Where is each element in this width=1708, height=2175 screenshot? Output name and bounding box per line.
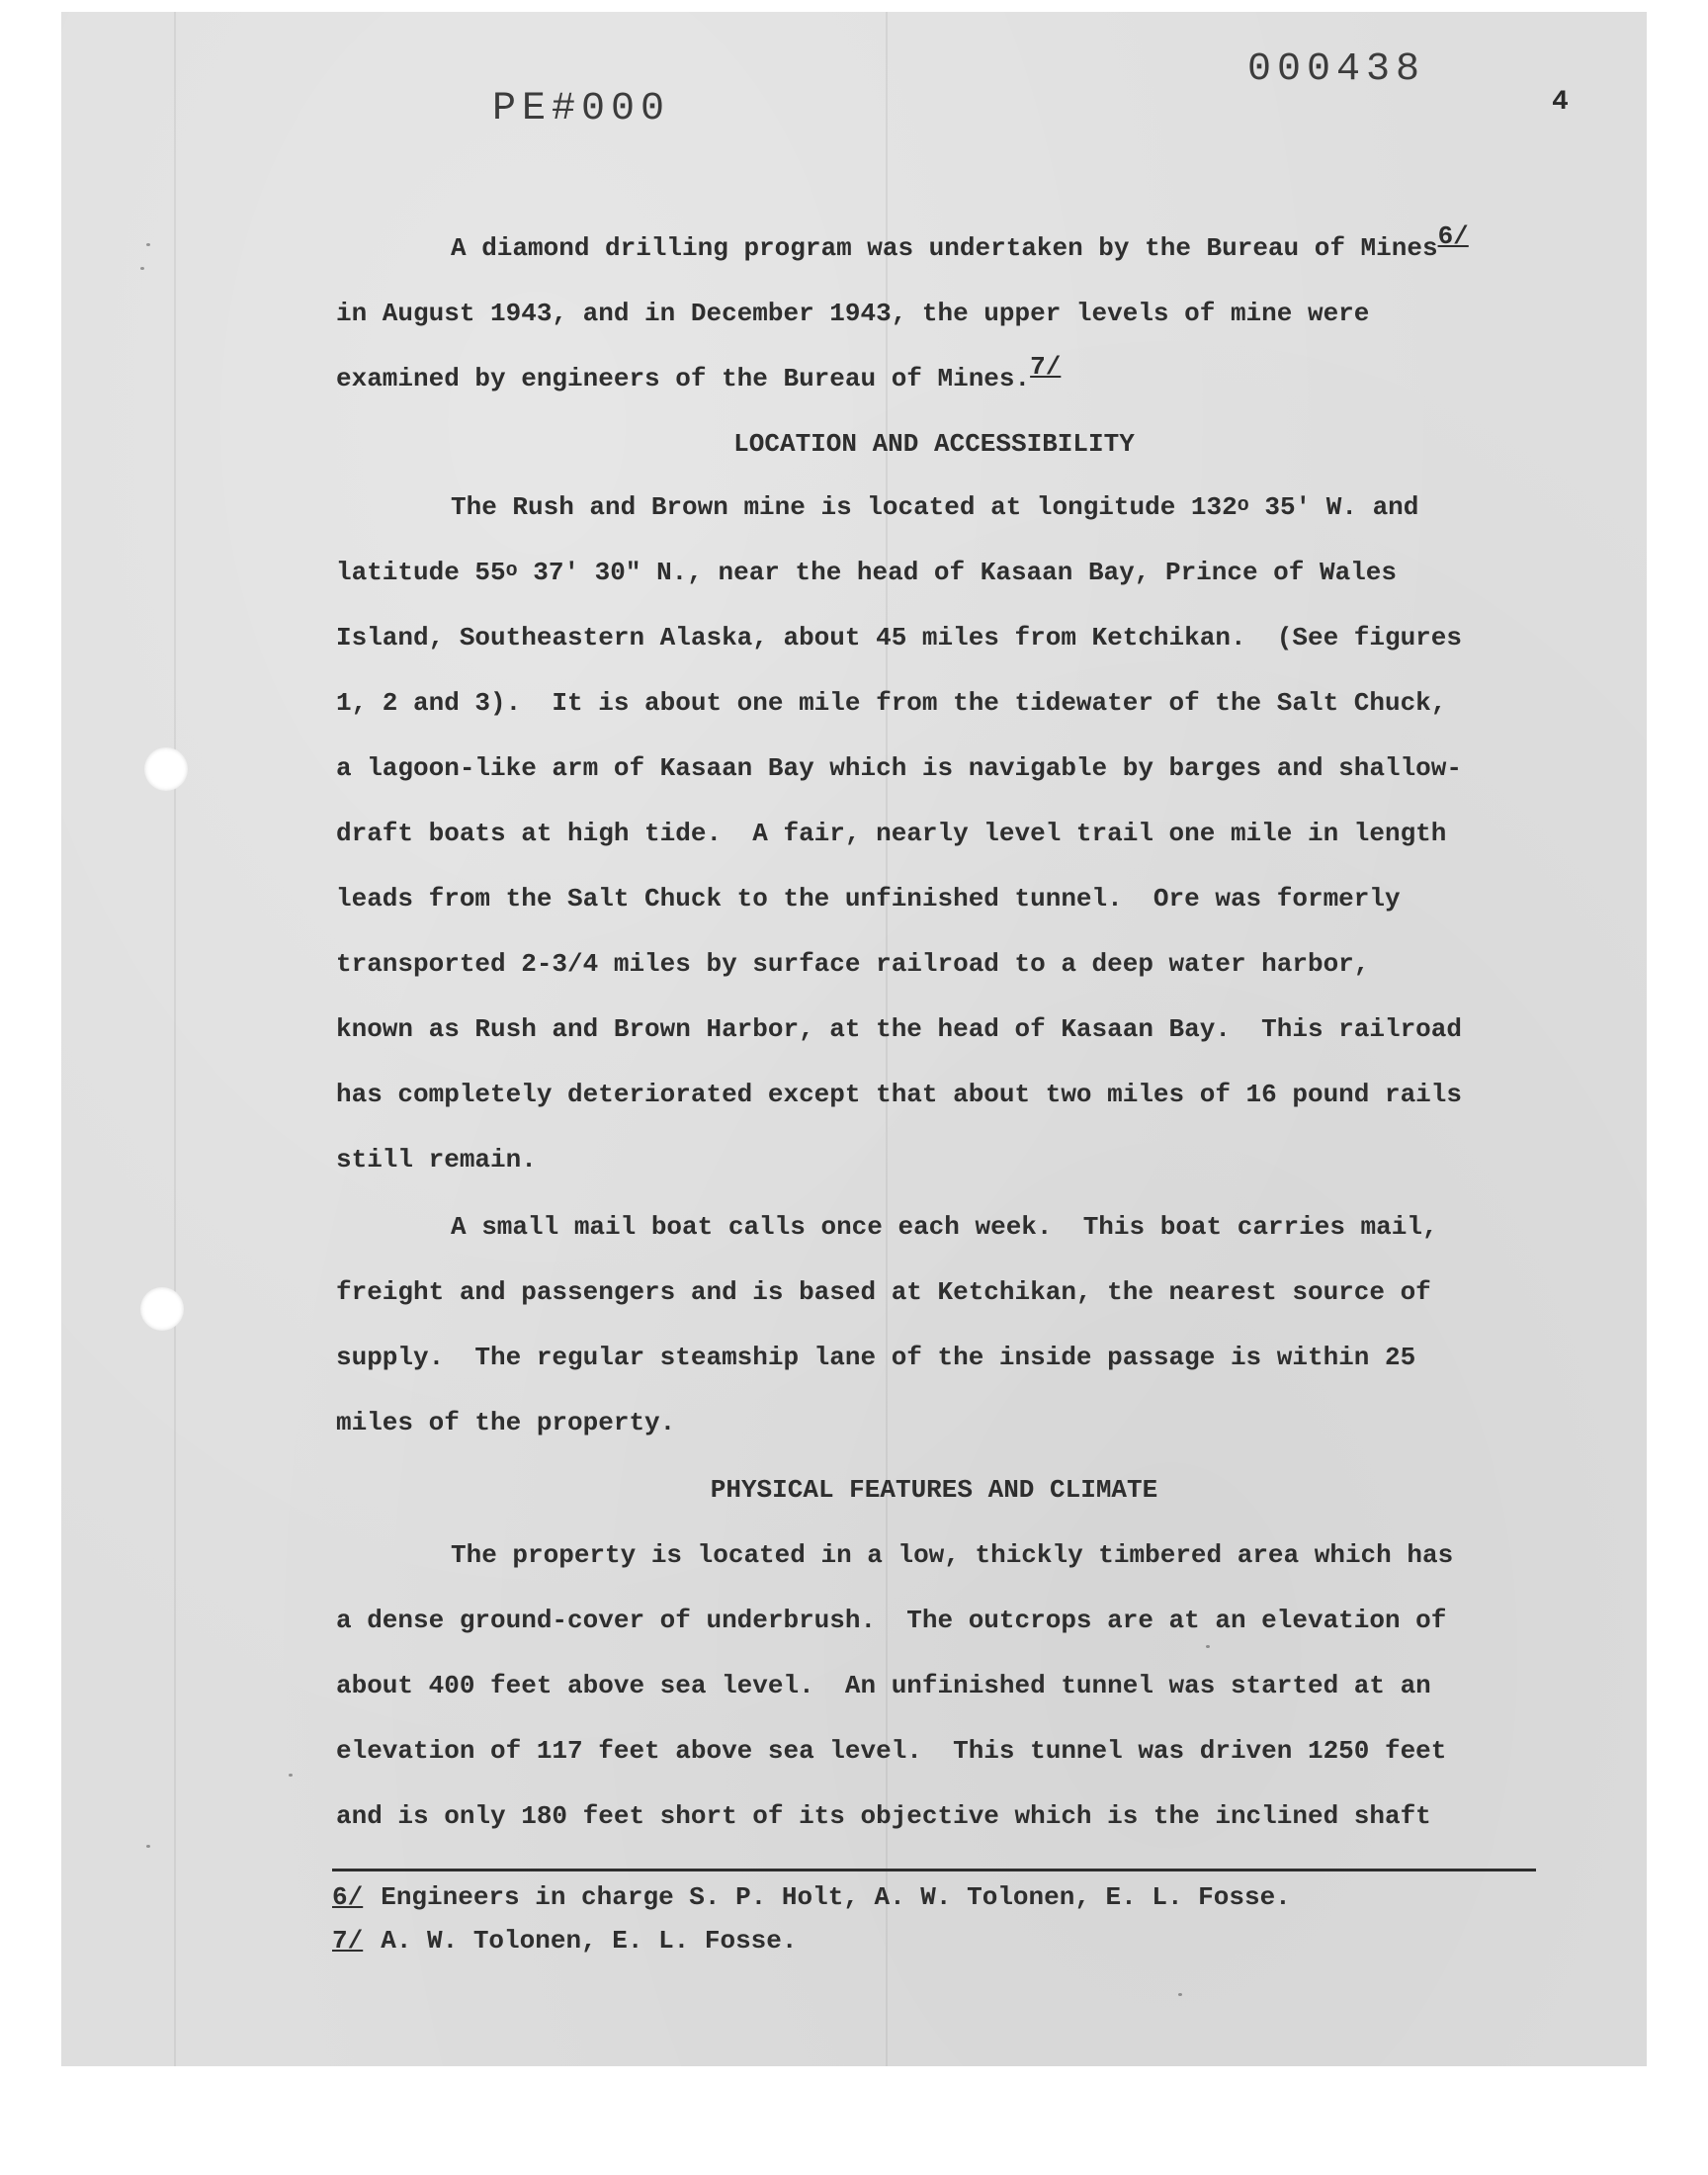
punch-hole-top: [144, 747, 188, 791]
fold-line-left: [174, 12, 176, 2066]
degree-symbol: o: [1237, 494, 1249, 517]
paragraph-2-line-4: 1, 2 and 3). It is about one mile from the tidewater of the Salt Chuck,: [336, 688, 1447, 718]
text: The Rush and Brown mine is located at longitude 132: [451, 492, 1238, 522]
footnote-mark: 6/: [332, 1882, 364, 1912]
heading-location-accessibility: LOCATION AND ACCESSIBILITY: [733, 429, 1135, 459]
stamp-left: PE#000: [492, 87, 671, 131]
paragraph-2-line-1: [451, 494, 1418, 520]
footnote-text: Engineers in charge S. P. Holt, A. W. Tolonen, E. L. Fosse.: [381, 1882, 1291, 1912]
paragraph-1-line-3: [336, 352, 1062, 393]
paragraph-4-line-5: and is only 180 feet short of its objective which is the inclined shaft: [336, 1801, 1431, 1831]
paragraph-2-line-3: Island, Southeastern Alaska, about 45 miles from Ketchikan. (See figures: [336, 623, 1462, 652]
footnote-text: A. W. Tolonen, E. L. Fosse.: [381, 1926, 798, 1956]
paragraph-2-line-6: draft boats at high tide. A fair, nearly level trail one mile in length: [336, 819, 1447, 848]
paragraph-4-line-2: a dense ground-cover of underbrush. The outcrops are at an elevation of: [336, 1606, 1447, 1635]
speck: [1206, 1645, 1210, 1648]
speck: [146, 1845, 150, 1848]
speck: [140, 267, 144, 270]
paragraph-2-line-7: leads from the Salt Chuck to the unfinished tunnel. Ore was formerly: [336, 884, 1401, 914]
footnote-ref-7: 7/: [1030, 352, 1062, 382]
footnote-divider: [332, 1869, 1536, 1871]
text: 35' W. and: [1248, 492, 1419, 522]
paragraph-3-line-4: miles of the property.: [336, 1408, 676, 1437]
paragraph-2-line-8: transported 2-3/4 miles by surface railroad to a deep water harbor,: [336, 949, 1370, 979]
paragraph-2-line-5: a lagoon-like arm of Kasaan Bay which is navigable by barges and shallow-: [336, 753, 1462, 783]
speck: [1178, 1993, 1182, 1996]
paragraph-3-line-2: freight and passengers and is based at Ketchikan, the nearest source of: [336, 1277, 1431, 1307]
footnote-mark: 7/: [332, 1926, 364, 1956]
paragraph-4-line-4: elevation of 117 feet above sea level. This tunnel was driven 1250 feet: [336, 1736, 1447, 1766]
degree-symbol: o: [505, 560, 518, 582]
text: A diamond drilling program was undertaken by the Bureau of Mines: [451, 233, 1438, 263]
stamp-right: 000438: [1247, 47, 1426, 92]
paragraph-3-line-3: supply. The regular steamship lane of the inside passage is within 25: [336, 1343, 1416, 1372]
footnote-6: [332, 1884, 1291, 1910]
text: 37' 30" N., near the head of Kasaan Bay, Prince of Wales: [517, 558, 1398, 587]
text: latitude 55: [336, 558, 506, 587]
paragraph-3-line-1: A small mail boat calls once each week. This boat carries mail,: [451, 1212, 1438, 1242]
paragraph-2-line-10: has completely deteriorated except that about two miles of 16 pound rails: [336, 1080, 1462, 1109]
paragraph-2-line-9: known as Rush and Brown Harbor, at the head of Kasaan Bay. This railroad: [336, 1014, 1462, 1044]
paragraph-2-line-11: still remain.: [336, 1145, 537, 1174]
paragraph-2-line-2: [336, 560, 1397, 585]
punch-hole-bottom: [140, 1287, 184, 1331]
heading-physical-features: PHYSICAL FEATURES AND CLIMATE: [710, 1475, 1158, 1505]
paragraph-1-line-1: [451, 221, 1469, 263]
paragraph-1-line-2: in August 1943, and in December 1943, the upper levels of mine were: [336, 299, 1370, 328]
paragraph-4-line-1: The property is located in a low, thickly timbered area which has: [451, 1540, 1454, 1570]
page-number: 4: [1552, 87, 1569, 118]
paragraph-4-line-3: about 400 feet above sea level. An unfinished tunnel was started at an: [336, 1671, 1431, 1700]
speck: [289, 1774, 293, 1777]
footnote-7: [332, 1928, 798, 1954]
footnote-ref-6: 6/: [1437, 221, 1469, 251]
text: examined by engineers of the Bureau of Mines.: [336, 364, 1031, 393]
speck: [146, 243, 150, 246]
